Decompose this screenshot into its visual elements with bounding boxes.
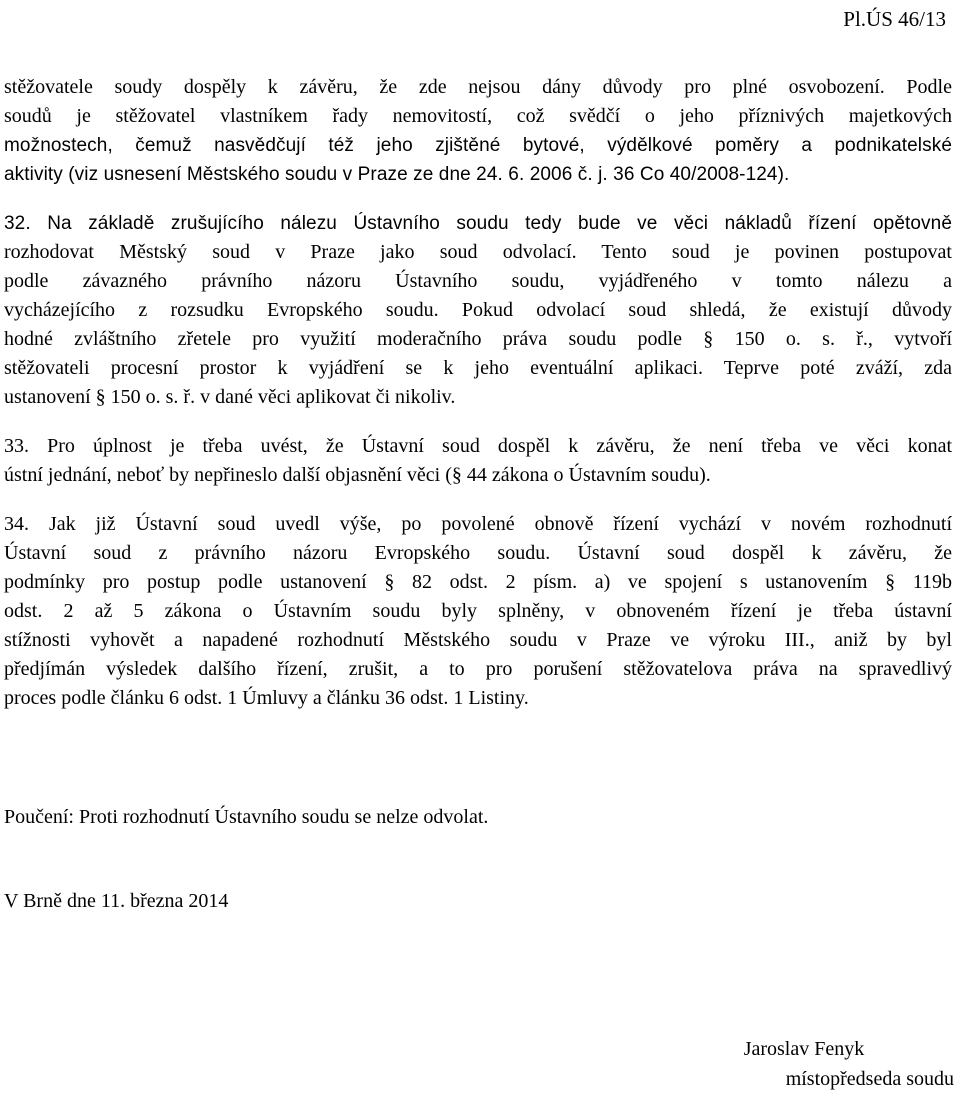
date-line: V Brně dne 11. března 2014 — [4, 890, 229, 912]
text-line: ústní jednání, neboť by nepřineslo další objasnění věci (§ 44 zákona o Ústavním soudu). — [4, 464, 711, 486]
text-line: 33. Pro úplnost je třeba uvést, že Ústavní soud dospěl k závěru, že není třeba ve věci konat — [4, 435, 952, 457]
text-line: proces podle článku 6 odst. 1 Úmluvy a článku 36 odst. 1 Listiny. — [4, 687, 529, 709]
document-body — [4, 73, 952, 733]
text-line: 32. Na základě zrušujícího nálezu Ústavního soudu tedy bude ve věci nákladů řízení opětovně — [4, 213, 952, 234]
text-line: podmínky pro postup podle ustanovení § 82 odst. 2 písm. a) ve spojení s ustanovením § 119b — [4, 571, 952, 593]
appeal-notice: Poučení: Proti rozhodnutí Ústavního soudu se nelze odvolat. — [4, 806, 489, 828]
signatory-title: místopředseda soudu — [785, 1068, 954, 1090]
text-line: stěžovatele soudy dospěly k závěru, že zde nejsou dány důvody pro plné osvobození. Podle — [4, 76, 952, 98]
paragraph-33 — [4, 432, 952, 490]
paragraph-34 — [4, 510, 952, 713]
paragraph-continuation — [4, 73, 952, 189]
text-line: ustanovení § 150 o. s. ř. v dané věci aplikovat či nikoliv. — [4, 386, 456, 408]
text-line: možnostech, čemuž nasvědčují též jeho zjištěné bytové, výdělkové poměry a podnikatelské — [4, 135, 952, 156]
text-line: stěžovateli procesní prostor k vyjádření se k jeho eventuální aplikaci. Teprve poté zváží, zda — [4, 357, 952, 379]
text-line: vycházejícího z rozsudku Evropského soudu. Pokud odvolací soud shledá, že existují důvody — [4, 299, 952, 321]
text-line: Ústavní soud z právního názoru Evropského soudu. Ústavní soud dospěl k závěru, že — [4, 542, 952, 564]
paragraph-32 — [4, 209, 952, 412]
text-line: stížnosti vyhovět a napadené rozhodnutí Městského soudu v Praze ve výroku III., aniž by byl — [4, 629, 952, 651]
text-line: 34. Jak již Ústavní soud uvedl výše, po povolené obnově řízení vychází v novém rozhodnutí — [4, 513, 952, 535]
text-line: soudů je stěžovatel vlastníkem řady nemovitostí, což svědčí o jeho příznivých majetkových — [4, 105, 952, 127]
signatory-name: Jaroslav Fenyk — [743, 1038, 865, 1060]
text-line: předjímán výsledek dalšího řízení, zrušit, a to pro porušení stěžovatelova práva na spravedlivý — [4, 658, 952, 680]
text-line: aktivity (viz usnesení Městského soudu v Praze ze dne 24. 6. 2006 č. j. 36 Co 40/2008-124). — [4, 164, 790, 185]
page-number: Pl.ÚS 46/13 — [843, 7, 946, 31]
text-line: odst. 2 až 5 zákona o Ústavním soudu byly splněny, v obnoveném řízení je třeba ústavní — [4, 600, 952, 622]
text-line: hodné zvláštního zřetele pro využití moderačního práva soudu podle § 150 o. s. ř., vytvoří — [4, 328, 952, 350]
text-line: podle závazného právního názoru Ústavního soudu, vyjádřeného v tomto nálezu a — [4, 270, 952, 292]
signature-block — [743, 1034, 954, 1094]
text-line: rozhodovat Městský soud v Praze jako soud odvolací. Tento soud je povinen postupovat — [4, 241, 952, 263]
